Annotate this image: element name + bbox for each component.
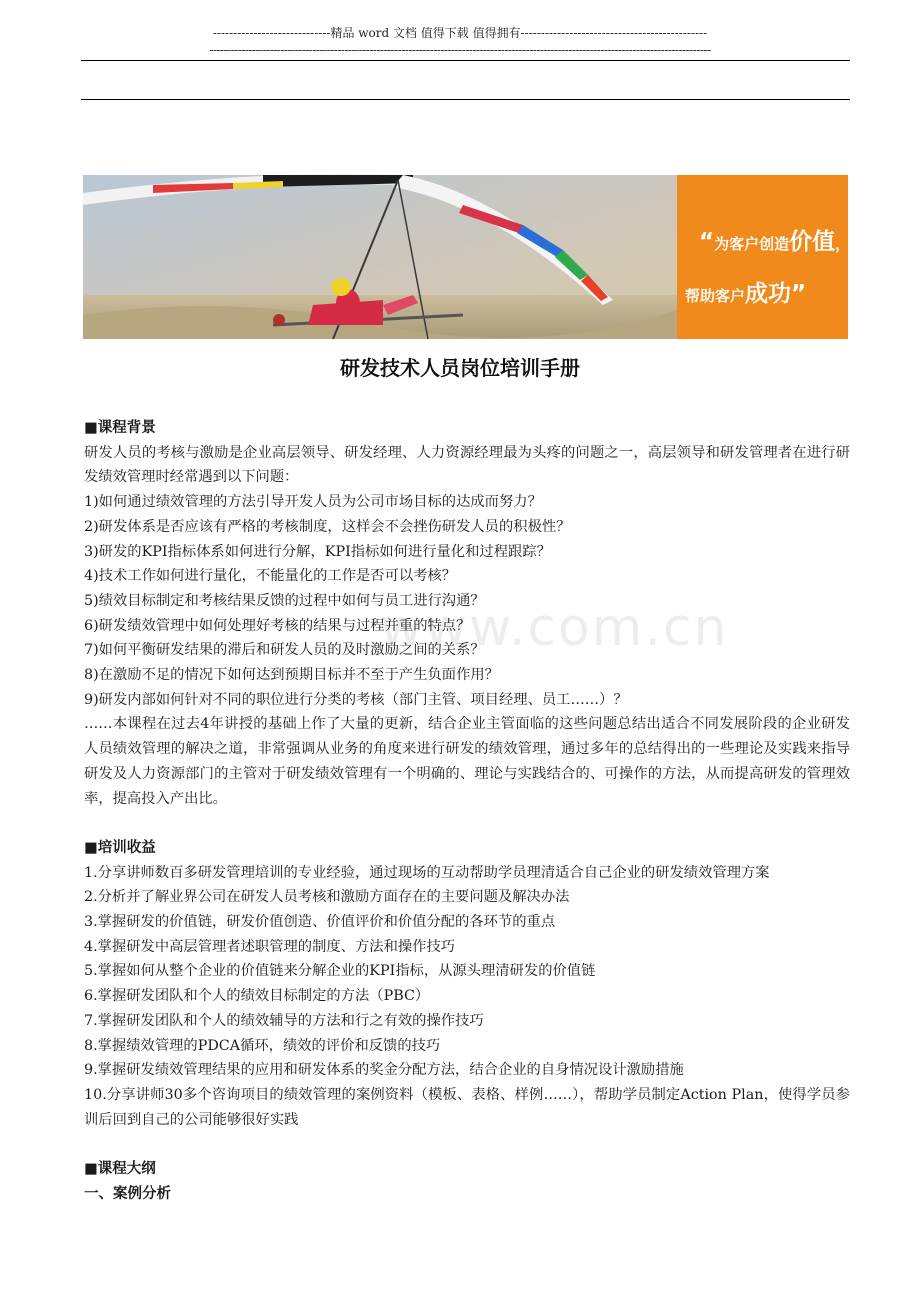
benefit-item: 9.掌握研发绩效管理结果的应用和研发体系的奖金分配方法，结合企业的自身情况设计激励措施	[84, 1062, 684, 1079]
course-banner	[83, 175, 851, 339]
slogan-line-1-emphasis: 价值	[789, 229, 836, 255]
outline-subheading: 一、案例分析	[84, 1185, 171, 1202]
benefit-item: 4.掌握研发中高层管理者述职管理的制度、方法和操作技巧	[84, 938, 456, 955]
section-spacer	[84, 1132, 850, 1157]
background-closing: ……本课程在过去4年讲授的基础上作了大量的更新，结合企业主管面临的这些问题总结出适合不同发展阶段的企业研发人员绩效管理的解决之道，非常强调从业务的角度来进行研发的绩效管理，通过多年的总结得出的一些理论及实践来指导研发及人力资源部门的主管对于研发绩效管理有一个明确的、理论与实践结合的、可操作的方法，从而提高研发的管理效率，提高投入产出比。	[84, 716, 850, 807]
benefit-item: 8.掌握绩效管理的PDCA循环，绩效的评价和反馈的技巧	[84, 1037, 441, 1054]
slogan-line-1	[699, 223, 850, 256]
benefit-item: 10.分享讲师30多个咨询项目的绩效管理的案例资料（模板、表格、样例……），帮助学员制定Action Plan，使得学员参训后回到自己的公司能够很好实践	[84, 1086, 850, 1128]
question-item: 5)绩效目标制定和考核结果反馈的过程中如何与员工进行沟通？	[84, 592, 485, 609]
benefit-item: 1.分享讲师数百多研发管理培训的专业经验，通过现场的互动帮助学员理清适合自己企业的研发绩效管理方案	[84, 864, 770, 881]
section-heading-outline: ■课程大纲	[84, 1161, 156, 1178]
slogan-quote-close: ”	[791, 281, 807, 307]
slogan-line-2-text: 帮助客户	[685, 287, 746, 305]
benefit-item: 6.掌握研发团队和个人的绩效目标制定的方法（PBC）	[84, 988, 430, 1005]
benefit-item: 7.掌握研发团队和个人的绩效辅导的方法和行之有效的操作技巧	[84, 1012, 484, 1029]
question-item: 4)技术工作如何进行量化，不能量化的工作是否可以考核？	[84, 568, 457, 585]
question-item: 6)研发绩效管理中如何处理好考核的结果与过程并重的特点？	[84, 617, 471, 634]
question-item: 2)研发体系是否应该有严格的考核制度，这样会不会挫伤研发人员的积极性？	[84, 518, 571, 535]
watermark: www.com.cn	[380, 598, 729, 658]
page-header-note: -----------------------------精品 word 文档 值得下载 值得拥有----------------------------------------------	[212, 26, 708, 40]
question-item: 3)研发的KPI指标体系如何进行分解，KPI指标如何进行量化和过程跟踪？	[84, 543, 551, 560]
slogan-line-2-emphasis: 成功	[745, 281, 792, 307]
header-rule-top	[81, 60, 850, 61]
section-spacer	[84, 811, 850, 836]
background-intro: 研发人员的考核与激励是企业高层领导、研发经理、人力资源经理最为头疼的问题之一，高层领导和研发管理者在进行研发绩效管理时经常遇到以下问题：	[84, 444, 850, 486]
section-heading-background: ■课程背景	[84, 420, 156, 436]
header-rule-bottom	[81, 99, 850, 100]
document-body	[84, 416, 850, 1206]
question-item: 8)在激励不足的情况下如何达到预期目标并不至于产生负面作用？	[84, 667, 499, 684]
slogan-line-1-text: 为客户创造	[714, 235, 790, 253]
slogan-quote-open: “	[699, 229, 715, 255]
document-title: 研发技术人员岗位培训手册	[340, 356, 580, 380]
question-item: 1)如何通过绩效管理的方法引导开发人员为公司市场目标的达成而努力？	[84, 494, 542, 511]
slogan-panel	[677, 175, 851, 339]
question-item: 7)如何平衡研发结果的滞后和研发人员的及时激励之间的关系？	[84, 642, 485, 659]
hang-glider-photo	[83, 175, 677, 339]
benefit-item: 5.掌握如何从整个企业的价值链来分解企业的KPI指标，从源头理清研发的价值链	[84, 963, 596, 980]
slogan-line-1-tail: ，	[835, 235, 851, 253]
slogan-line-2	[685, 275, 806, 308]
section-heading-benefits: ■培训收益	[84, 839, 156, 856]
question-item: 9)研发内部如何针对不同的职位进行分类的考核（部门主管、项目经理、员工……）？	[84, 691, 628, 708]
benefit-item: 2.分析并了解业界公司在研发人员考核和激励方面存在的主要问题及解决办法	[84, 889, 570, 906]
benefit-item: 3.掌握研发的价值链，研发价值创造、价值评价和价值分配的各环节的重点	[84, 914, 556, 931]
page-header-dashes: ---------------------------------------------------------------------------------------------------------------------------------------------	[209, 43, 711, 57]
